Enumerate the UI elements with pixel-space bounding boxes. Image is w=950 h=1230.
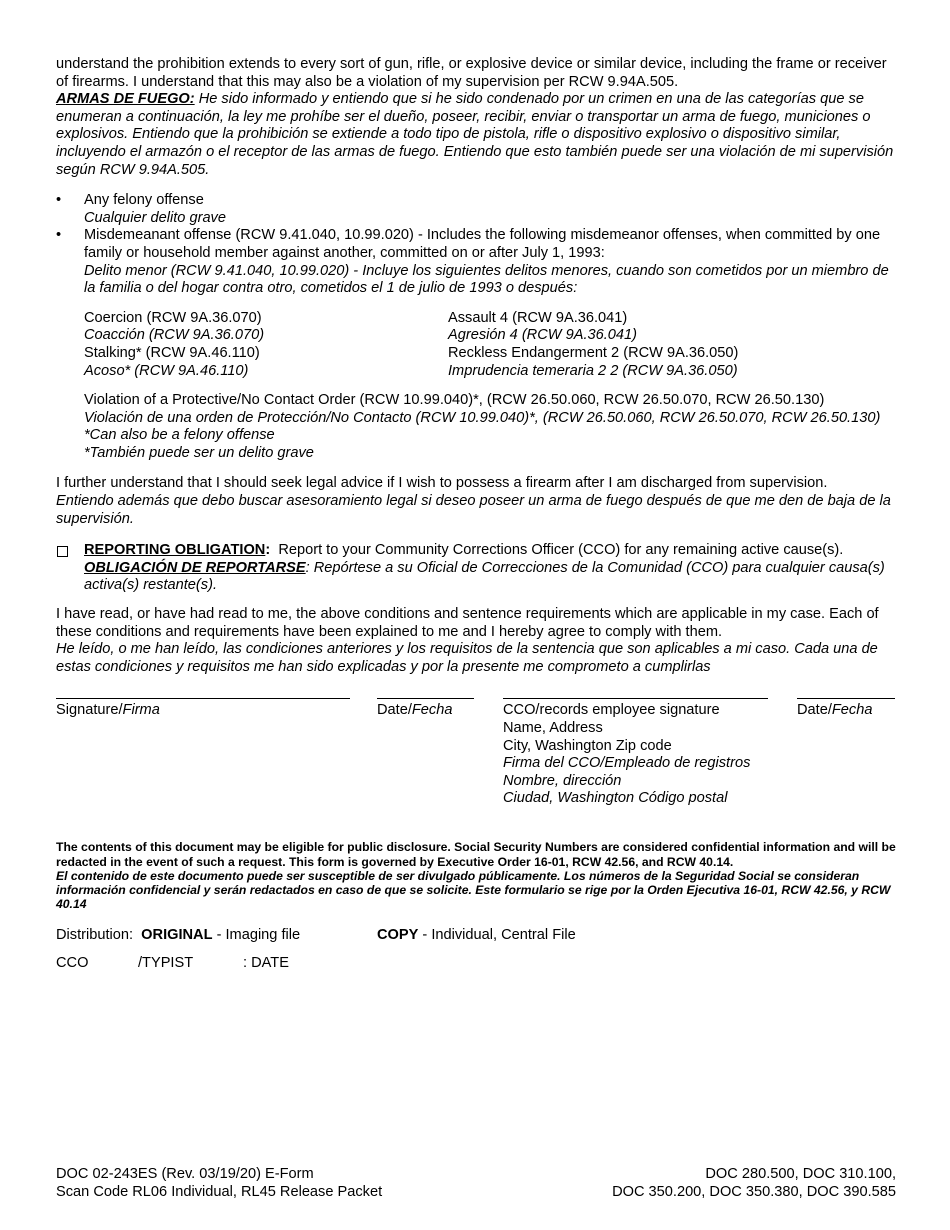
offense-es: Imprudencia temeraria 2 2 (RCW 9A.36.050) <box>448 362 738 379</box>
cco-date-line[interactable] <box>797 698 895 699</box>
firearms-text-es <box>56 91 896 179</box>
signature-line[interactable] <box>56 698 350 699</box>
typist-label: /TYPIST <box>138 955 194 972</box>
disclosure-notice <box>56 840 896 911</box>
offense-en: Reckless Endangerment 2 (RCW 9A.36.050) <box>448 344 739 361</box>
firearms-section <box>56 56 896 179</box>
violation-es: Violación de una orden de Protección/No Contacto (RCW 10.99.040)*, (RCW 26.50.060, RCW 26.50.070, RCW 26.50.130) <box>84 409 881 426</box>
legal-advice-section <box>56 475 896 528</box>
offense-en: Coercion (RCW 9A.36.070) <box>84 309 262 326</box>
agreement-es: He leído, o me han leído, las condiciones anteriores y los requisitos de la sentencia que son aplicables a mi caso. Cada una de estas condiciones y requisitos me han sido explicadas y por la presente me comprometo a cumplirlas <box>56 641 878 675</box>
firearms-label-es: ARMAS DE FUEGO: <box>56 91 195 108</box>
date-label: Date/Fecha <box>377 702 453 719</box>
bullet-icon: • <box>56 192 62 209</box>
offenses-left-column <box>84 310 448 380</box>
document-body <box>56 56 896 977</box>
bullet-text-en: Misdemeanant offense (RCW 9.41.040, 10.99.020) - Includes the following misdemeanor offenses, when committed by one family or household member against another, committed on or after July 1, 1993: <box>84 227 881 261</box>
reporting-label-en: REPORTING OBLIGATION <box>84 542 266 559</box>
firearms-text-en: understand the prohibition extends to every sort of gun, rifle, or explosive device or similar device, including the frame or receiver of firearms. I understand that this may also be a violation of my supervision per RCW 9.94A.505. <box>56 56 887 90</box>
violation-en: Violation of a Protective/No Contact Order (RCW 10.99.040)*, (RCW 26.50.060, RCW 26.50.070, RCW 26.50.130) <box>84 392 825 409</box>
distribution-copy: COPY - Individual, Central File <box>377 927 576 944</box>
bullet-text-en: Any felony offense <box>84 192 204 209</box>
legal-advice-en: I further understand that I should seek legal advice if I wish to possess a firearm after I am discharged from supervision. <box>56 475 828 492</box>
offense-en: Assault 4 (RCW 9A.36.041) <box>448 309 628 326</box>
disclosure-es: El contenido de este documento puede ser susceptible de ser divulgado públicamente. Los números de la Seguridad Social se consideran información confidencial y serán redactados en caso de que se solicite. Este formulario se rige por la Orden Ejecutiva 16-01, RCW 42.56, y RCW 40.14 <box>56 868 891 912</box>
cco-signature-line[interactable] <box>503 698 768 699</box>
reporting-text-es <box>84 560 896 595</box>
signature-block <box>56 698 896 826</box>
misdemeanor-offenses <box>56 310 896 380</box>
offense-es: Coacción (RCW 9A.36.070) <box>84 327 265 344</box>
protective-order-section <box>56 392 896 462</box>
footer-policy-refs: DOC 280.500, DOC 310.100, DOC 350.200, DOC 350.380, DOC 390.585 <box>612 1166 896 1200</box>
offense-en: Stalking* (RCW 9A.46.110) <box>84 344 260 361</box>
date-stamp-label: : DATE <box>243 955 289 972</box>
signature-label: Signature/Firma <box>56 702 160 719</box>
reporting-checkbox[interactable] <box>57 546 68 557</box>
felony-note-es: *También puede ser un delito grave <box>84 444 314 461</box>
reporting-obligation <box>56 542 896 595</box>
legal-advice-es: Entiendo además que debo buscar asesoramiento legal si deseo poseer un arma de fuego después de que me den de baja de la supervisión. <box>56 493 891 527</box>
reporting-colon: : <box>265 542 271 559</box>
agreement-en: I have read, or have had read to me, the above conditions and sentence requirements which are applicable in my case. Each of these conditions and requirements have been explained to me and I hereby agree to comply with them. <box>56 606 879 640</box>
offense-es: Acoso* (RCW 9A.46.110) <box>84 362 249 379</box>
reporting-label-es: OBLIGACIÓN DE REPORTARSE <box>84 559 306 576</box>
firearms-body-es: He sido informado y entiendo que si he sido condenado por un crimen en una de las categorías que se enumeran a continuación, la ley me prohíbe ser el dueño, poseer, recibir, enviar o transportar un arma de fuego, municiones o explosivos. Entiendo que la prohibición se extiende a todo tipo de pistola, rifle o dispositivo explosivo o dispositivo similar, incluyendo el armazón o el receptor de las armas de fuego. Entiendo que esto también puede ser una violación de mi supervisión según RCW 9.94A.505. <box>56 91 894 178</box>
list-item <box>56 227 896 297</box>
offenses-right-column <box>448 310 896 380</box>
list-item <box>56 192 896 227</box>
bullet-text-es: Delito menor (RCW 9.41.040, 10.99.020) - Incluye los siguientes delitos menores, cuando son cometidos por un miembro de la familia o del hogar contra otro, cometidos el 1 de julio de 1993 o después: <box>84 262 889 297</box>
cco-label: CCO <box>56 955 89 972</box>
page-footer <box>56 1166 896 1206</box>
footer-form-info: DOC 02-243ES (Rev. 03/19/20) E-Form Scan Code RL06 Individual, RL45 Release Packet <box>56 1166 383 1200</box>
disclosure-en: The contents of this document may be eligible for public disclosure. Social Security Numbers are considered confidential information and will be redacted in the event of such a request. This form is governed by Executive Order 16-01, RCW 42.56, and RCW 40.14. <box>56 840 896 869</box>
reporting-body-es: : Repórtese a su Oficial de Correcciones de la Comunidad (CCO) para cualquier causa(s) activa(s) restante(s). <box>84 559 885 594</box>
reporting-text-en <box>84 542 896 560</box>
distribution-original: Distribution: ORIGINAL - Imaging file <box>56 927 301 944</box>
bullet-text-es: Cualquier delito grave <box>84 209 226 226</box>
cco-date-label: Date/Fecha <box>797 702 873 719</box>
offense-es: Agresión 4 (RCW 9A.36.041) <box>448 327 637 344</box>
agreement-section <box>56 606 896 676</box>
offense-list <box>56 192 896 298</box>
bullet-icon: • <box>56 227 62 244</box>
date-line[interactable] <box>377 698 474 699</box>
reporting-body-en: Report to your Community Corrections Officer (CCO) for any remaining active cause(s). <box>278 542 844 559</box>
cco-signature-label: CCO/records employee signature Name, Address City, Washington Zip code Firma del CCO/Empleado de registros Nombre, dirección Ciudad, Washington Código postal <box>503 702 751 807</box>
felony-note-en: *Can also be a felony offense <box>84 427 275 444</box>
distribution-block <box>56 917 896 977</box>
